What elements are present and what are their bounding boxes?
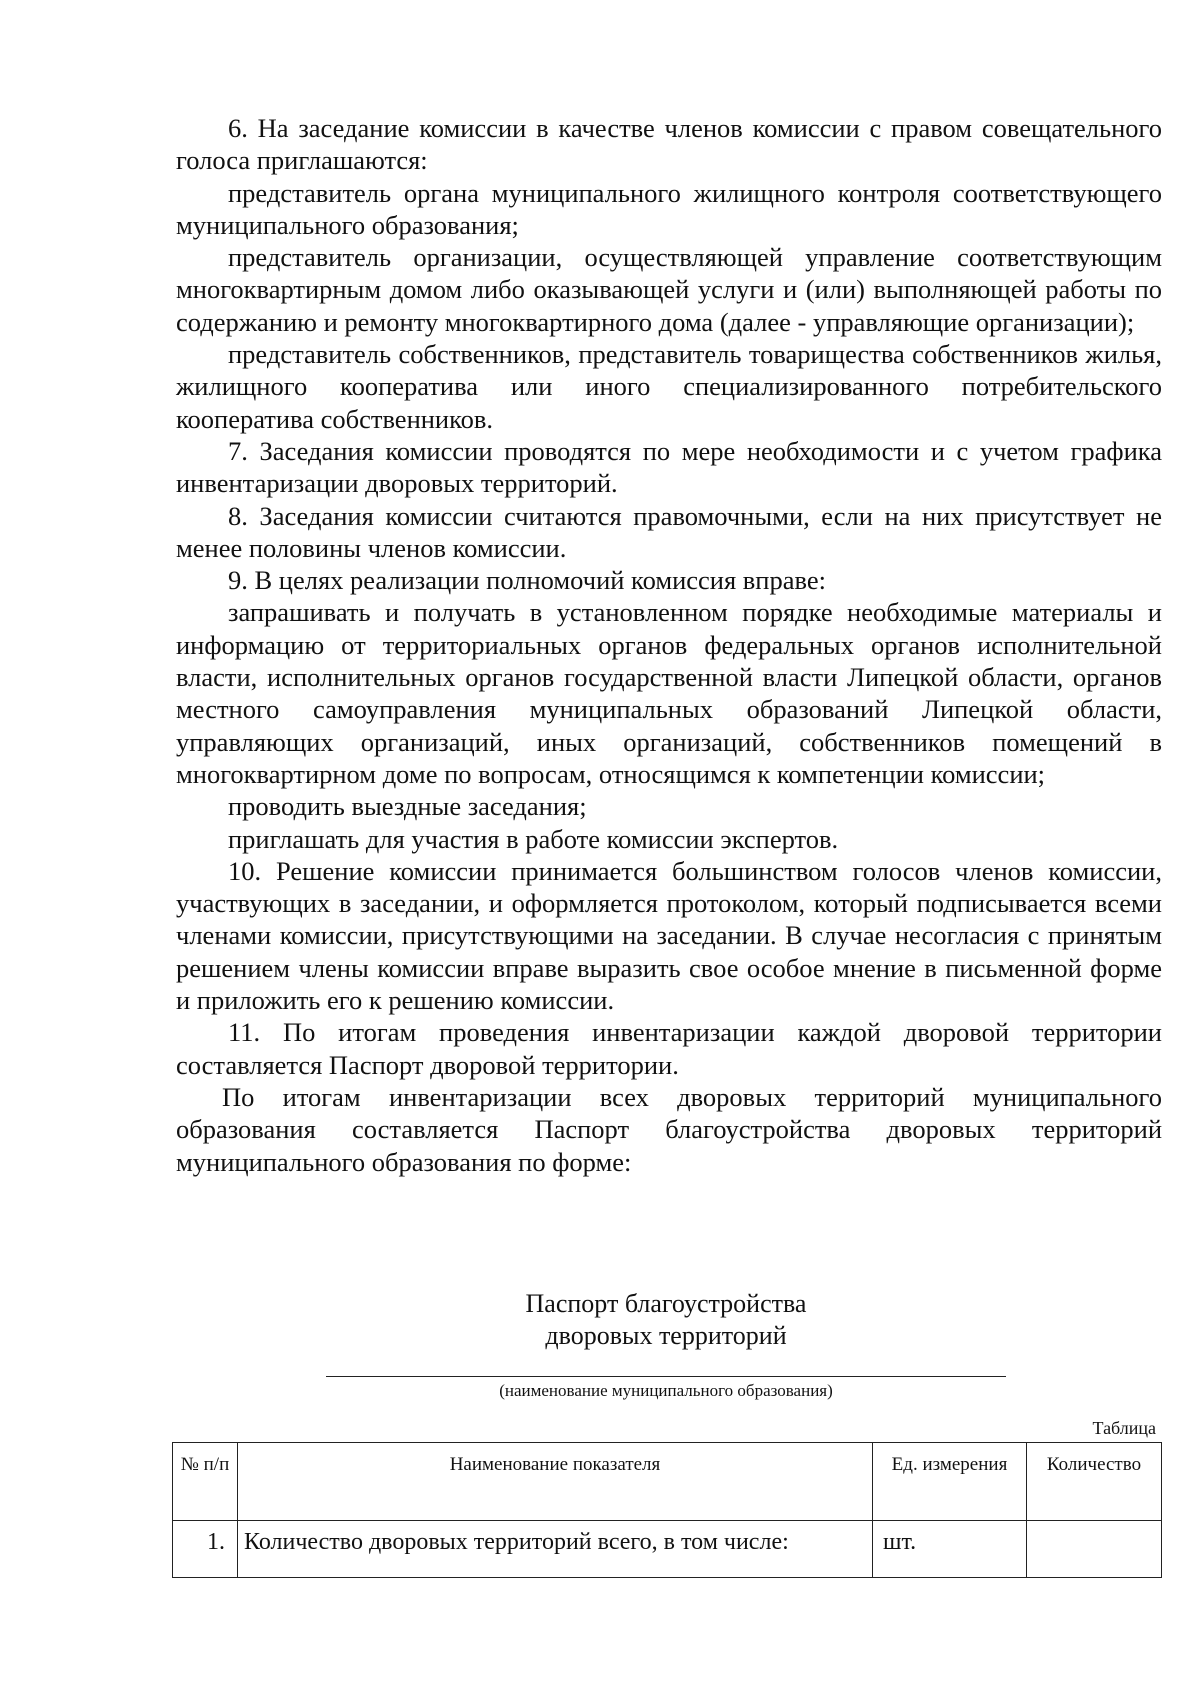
municipality-name-caption: (наименование муниципального образования) (499, 1381, 833, 1400)
passport-title (400, 1288, 932, 1352)
paragraph-right-field-meetings: проводить выездные заседания; (228, 791, 587, 822)
header-num: № п/п (173, 1443, 238, 1521)
table-row (173, 1521, 1162, 1578)
header-name: Наименование показателя (238, 1443, 873, 1521)
cell-unit: шт. (873, 1521, 1027, 1578)
table-label: Таблица (1092, 1418, 1156, 1438)
passport-table (172, 1442, 1162, 1578)
passport-title-line2: дворовых территорий (545, 1321, 787, 1350)
paragraph-item-10: 10. Решение комиссии принимается большинством голосов членов комиссии, участвующих в заседании, и оформляется протоколом, который подписывается всеми членами комиссии, присутствующими на заседании. В случае несогласия с принятым решением члены комиссии вправе выразить свое особое мнение в письменной форме и приложить его к решению комиссии. (176, 855, 1162, 1016)
table-header-row (173, 1443, 1162, 1521)
paragraph-member-housing-control: представитель органа муниципального жилищного контроля соответствующего муниципального образования; (176, 177, 1162, 240)
paragraph-member-management-org: представитель организации, осуществляющей управление соответствующим многоквартирным домом либо оказывающей услуги и (или) выполняющей работы по содержанию и ремонту многоквартирного дома (далее - управляющие организации); (176, 242, 1162, 337)
document-body (176, 112, 1162, 1178)
paragraph-item-7: 7. Заседания комиссии проводятся по мере необходимости и с учетом графика инвентаризации дворовых территорий. (176, 435, 1162, 499)
passport-title-line1: Паспорт благоустройства (525, 1289, 807, 1318)
header-qty: Количество (1027, 1443, 1162, 1521)
paragraph-member-owners: представитель собственников, представитель товарищества собственников жилья, жилищного кооператива или иного специализированного потребительского кооператива собственников. (176, 339, 1162, 434)
paragraph-item-8: 8. Заседания комиссии считаются правомочными, если на них присутствует не менее половины членов комиссии. (176, 500, 1162, 563)
paragraph-right-request-info: запрашивать и получать в установленном порядке необходимые материалы и информацию от территориальных органов федеральных органов исполнительной власти, исполнительных органов государственной власти Липецкой области, органов местного самоуправления муниципальных образований Липецкой области, управляющих организаций, иных организаций, собственников помещений в многоквартирном доме по вопросам, относящимся к компетенции комиссии; (176, 597, 1162, 789)
header-unit: Ед. измерения (873, 1443, 1027, 1521)
paragraph-item-11: 11. По итогам проведения инвентаризации каждой дворовой территории составляется Паспорт дворовой территории. (176, 1017, 1162, 1080)
paragraph-item-6: 6. На заседание комиссии в качестве членов комиссии с правом совещательного голоса приглашаются: (176, 113, 1162, 176)
municipality-name-line (326, 1376, 1006, 1377)
paragraph-item-9: 9. В целях реализации полномочий комиссия вправе: (228, 565, 826, 596)
paragraph-right-invite-experts: приглашать для участия в работе комиссии экспертов. (228, 823, 839, 854)
cell-num: 1. (173, 1521, 238, 1578)
paragraph-passport-form: По итогам инвентаризации всех дворовых территорий муниципального образования составляется Паспорт благоустройства дворовых территорий муниципального образования по форме: (176, 1081, 1162, 1177)
cell-name: Количество дворовых территорий всего, в том числе: (238, 1521, 873, 1578)
cell-qty (1027, 1521, 1162, 1578)
